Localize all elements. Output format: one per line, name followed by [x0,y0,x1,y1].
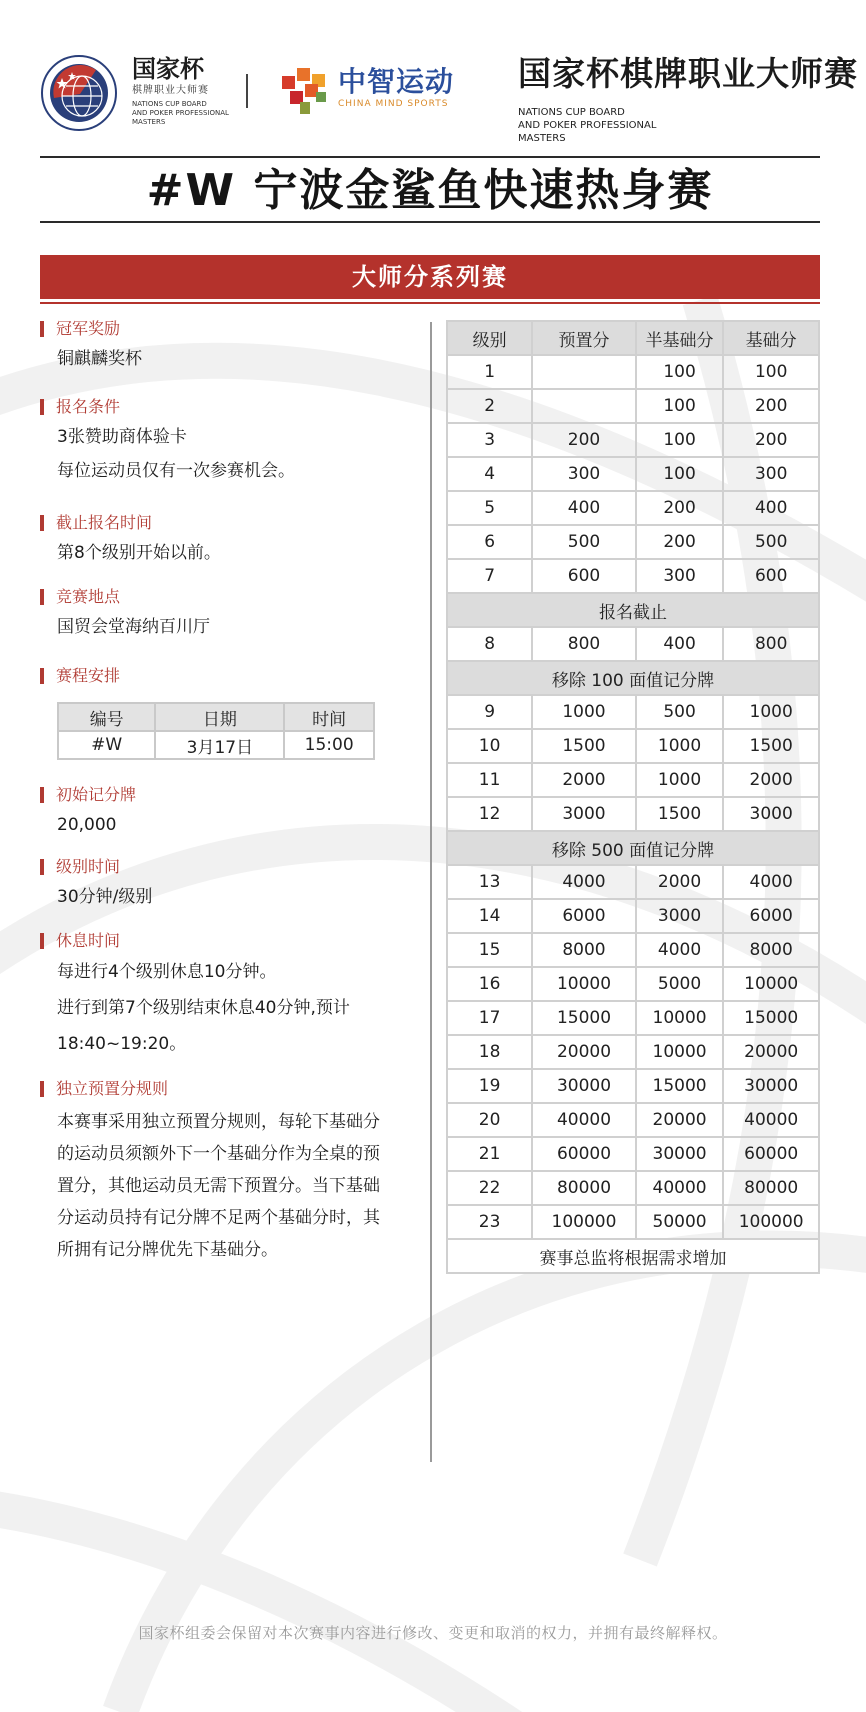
blinds-cell: 2000 [636,865,724,899]
blinds-cell: 4000 [636,933,724,967]
section-heading: 赛程安排 [40,665,420,687]
table-header-row [447,321,819,355]
blinds-cell: 1000 [723,695,819,729]
blinds-cell: 21 [447,1137,532,1171]
section-heading: 初始记分牌 [40,784,420,806]
blinds-cell: 60000 [723,1137,819,1171]
schedule-cell: 15:00 [284,731,374,759]
org-name-en [132,100,262,127]
blinds-cell: 500 [532,525,636,559]
header [40,48,858,156]
blinds-cell: 17 [447,1001,532,1035]
entry-line: 每位运动员仅有一次参赛机会。 [57,461,295,481]
blinds-cell: 100 [636,457,724,491]
blinds-cell: 7 [447,559,532,593]
blinds-cell: 10 [447,729,532,763]
table-row [447,1137,819,1171]
event-name-cn: 国家杯棋牌职业大师赛 [518,54,858,93]
table-row [447,525,819,559]
blinds-note-row [447,593,819,627]
venue-value: 国贸会堂海纳百川厅 [57,617,210,637]
table-row [447,1171,819,1205]
section-heading: 独立预置分规则 [40,1078,420,1100]
blinds-cell: 30000 [723,1069,819,1103]
blinds-cell: 4000 [532,865,636,899]
sponsor-name-cn: 中智运动 [338,65,455,98]
blinds-cell: 500 [636,695,724,729]
blinds-col-header: 基础分 [723,321,819,355]
blinds-cell: 11 [447,763,532,797]
ante-rule-line: 本赛事采用独立预置分规则，每轮下基础分 [57,1112,380,1132]
table-row [447,559,819,593]
entry-line: 3张赞助商体验卡 [57,427,187,447]
blinds-cell: 4 [447,457,532,491]
section-breaks [40,930,420,1060]
blinds-cell: 200 [532,423,636,457]
blinds-cell: 200 [636,525,724,559]
ante-rule-line: 分运动员持有记分牌不足两个基础分时，其 [57,1208,380,1228]
section-heading: 级别时间 [40,856,420,878]
table-row [447,967,819,1001]
section-venue [40,586,420,644]
title-top-rule [40,156,820,158]
table-row [447,1205,819,1239]
table-row [447,1001,819,1035]
blinds-col-header: 级别 [447,321,532,355]
logo-separator [246,74,248,108]
blinds-cell: 8000 [532,933,636,967]
blinds-cell: 3000 [532,797,636,831]
section-stack [40,784,420,842]
blinds-cell: 60000 [532,1137,636,1171]
blinds-footnote-row [447,1239,819,1273]
table-row [447,865,819,899]
blinds-note: 移除 100 面值记分牌 [447,661,819,695]
blinds-cell: 13 [447,865,532,899]
event-name-en-line: AND POKER PROFESSIONAL [518,120,657,131]
blinds-cell: 6000 [723,899,819,933]
blinds-cell: 1 [447,355,532,389]
blinds-cell: 2 [447,389,532,423]
blinds-cell: 100000 [723,1205,819,1239]
section-heading: 冠军奖励 [40,318,420,340]
blinds-cell [532,389,636,423]
table-row [447,933,819,967]
blinds-cell: 1000 [636,763,724,797]
blinds-cell: 30000 [532,1069,636,1103]
org-name-en-line: MASTERS [132,118,166,126]
org-name-en-line: NATIONS CUP BOARD [132,100,207,108]
blinds-cell: 200 [723,389,819,423]
blinds-cell: 10000 [723,967,819,1001]
blinds-body [447,355,819,1273]
blinds-cell: 200 [636,491,724,525]
blinds-note-row [447,661,819,695]
blinds-cell: 15 [447,933,532,967]
sponsor-name-en: CHINA MIND SPORTS [338,99,449,109]
blinds-cell: 5 [447,491,532,525]
schedule-table [57,702,375,760]
blinds-cell: 9 [447,695,532,729]
blinds-cell: 4000 [723,865,819,899]
blinds-cell: 18 [447,1035,532,1069]
table-row [58,731,374,759]
blinds-cell: 10000 [532,967,636,1001]
blinds-cell: 22 [447,1171,532,1205]
org-name-en-line: AND POKER PROFESSIONAL [132,109,229,117]
table-row [447,355,819,389]
section-ante-rule [40,1078,420,1266]
table-row [447,491,819,525]
blinds-cell: 16 [447,967,532,1001]
blinds-cell: 40000 [532,1103,636,1137]
org-name-block [132,56,262,127]
blinds-cell: 3000 [723,797,819,831]
level-time-value: 30分钟/级别 [57,887,153,907]
blinds-cell: 30000 [636,1137,724,1171]
blinds-cell: 12 [447,797,532,831]
blinds-cell: 6000 [532,899,636,933]
page-title: #W 宁波金鲨鱼快速热身赛 [146,165,714,216]
blinds-cell: 3000 [636,899,724,933]
blinds-cell: 80000 [532,1171,636,1205]
org-name-cn-sub: 棋牌职业大师赛 [132,85,209,96]
blinds-cell: 800 [723,627,819,661]
blinds-cell: 8 [447,627,532,661]
blinds-cell: 1500 [532,729,636,763]
blinds-cell: 400 [723,491,819,525]
blinds-cell: 300 [636,559,724,593]
blinds-cell: 20000 [636,1103,724,1137]
schedule-col-header: 时间 [284,703,374,731]
prize-value: 铜麒麟奖杯 [57,349,142,369]
section-level-time [40,856,420,914]
table-row [447,899,819,933]
series-banner: 大师分系列赛 [40,255,820,299]
nations-cup-emblem-icon [40,54,118,132]
blinds-cell: 14 [447,899,532,933]
section-heading: 报名条件 [40,396,420,418]
table-row [447,797,819,831]
blinds-cell: 20000 [532,1035,636,1069]
blinds-cell: 1500 [723,729,819,763]
blinds-cell: 300 [532,457,636,491]
blinds-note-row [447,831,819,865]
china-mind-sports-logo-icon [276,62,338,120]
blinds-cell: 400 [532,491,636,525]
blinds-cell: 2000 [532,763,636,797]
blinds-cell: 20000 [723,1035,819,1069]
stack-value: 20,000 [57,815,117,835]
late-reg-value: 第8个级别开始以前。 [57,543,221,563]
blinds-note: 移除 500 面值记分牌 [447,831,819,865]
blinds-cell [532,355,636,389]
blinds-cell: 600 [723,559,819,593]
blinds-cell: 19 [447,1069,532,1103]
section-heading: 竞赛地点 [40,586,420,608]
table-row [447,1035,819,1069]
blinds-cell: 200 [723,423,819,457]
event-name-en [518,106,820,145]
section-late-reg [40,512,420,570]
table-row [447,457,819,491]
blinds-cell: 50000 [636,1205,724,1239]
schedule-cell: 3月17日 [155,731,284,759]
blinds-cell: 40000 [636,1171,724,1205]
blinds-cell: 1500 [636,797,724,831]
ante-rule-line: 的运动员须额外下一个基础分作为全桌的预 [57,1144,380,1164]
ante-rule-line: 所拥有记分牌优先下基础分。 [57,1240,278,1260]
table-row [447,423,819,457]
breaks-line: 每进行4个级别休息10分钟。 [57,962,277,982]
table-row [447,695,819,729]
blinds-cell: 600 [532,559,636,593]
section-heading: 休息时间 [40,930,420,952]
blinds-note: 报名截止 [447,593,819,627]
blinds-cell: 40000 [723,1103,819,1137]
sponsor-name-block [338,66,454,109]
blinds-col-header: 预置分 [532,321,636,355]
table-row [447,389,819,423]
event-name-block [518,54,858,145]
event-name-en-line: NATIONS CUP BOARD [518,107,625,118]
table-row [447,763,819,797]
section-entry [40,396,420,488]
blinds-cell: 800 [532,627,636,661]
breaks-line: 18:40~19:20。 [57,1034,187,1054]
blinds-cell: 15000 [532,1001,636,1035]
blinds-footnote: 赛事总监将根据需求增加 [447,1239,819,1273]
section-prize [40,318,420,376]
blinds-cell: 6 [447,525,532,559]
schedule-col-header: 编号 [58,703,155,731]
blinds-cell: 100 [636,389,724,423]
table-row [447,729,819,763]
blinds-cell: 300 [723,457,819,491]
blinds-col-header: 半基础分 [636,321,724,355]
ante-rule-line: 置分，其他运动员无需下预置分。当下基础 [57,1176,380,1196]
schedule-cell: #W [58,731,155,759]
blinds-cell: 100 [636,355,724,389]
table-row [447,1103,819,1137]
banner-underline [40,302,820,304]
table-row [447,1069,819,1103]
section-schedule [40,665,420,687]
column-divider [430,322,432,1462]
blinds-cell: 15000 [723,1001,819,1035]
blinds-cell: 10000 [636,1035,724,1069]
breaks-line: 进行到第7个级别结束休息40分钟,预计 [57,998,350,1018]
blinds-cell: 80000 [723,1171,819,1205]
blinds-cell: 100000 [532,1205,636,1239]
blinds-cell: 5000 [636,967,724,1001]
blinds-cell: 1000 [636,729,724,763]
blinds-cell: 23 [447,1205,532,1239]
blinds-cell: 1000 [532,695,636,729]
blinds-cell: 500 [723,525,819,559]
blinds-cell: 2000 [723,763,819,797]
blinds-cell: 15000 [636,1069,724,1103]
blinds-cell: 20 [447,1103,532,1137]
blinds-structure-table [446,320,820,1274]
event-name-en-line: MASTERS [518,133,566,144]
blinds-cell: 100 [636,423,724,457]
title-bottom-rule [40,221,820,223]
blinds-cell: 8000 [723,933,819,967]
section-heading: 截止报名时间 [40,512,420,534]
blinds-cell: 100 [723,355,819,389]
org-name-cn: 国家杯 [132,54,204,83]
table-row [447,627,819,661]
footer-disclaimer: 国家杯组委会保留对本次赛事内容进行修改、变更和取消的权力，并拥有最终解释权。 [138,1624,728,1642]
blinds-cell: 400 [636,627,724,661]
blinds-cell: 10000 [636,1001,724,1035]
schedule-col-header: 日期 [155,703,284,731]
blinds-cell: 3 [447,423,532,457]
